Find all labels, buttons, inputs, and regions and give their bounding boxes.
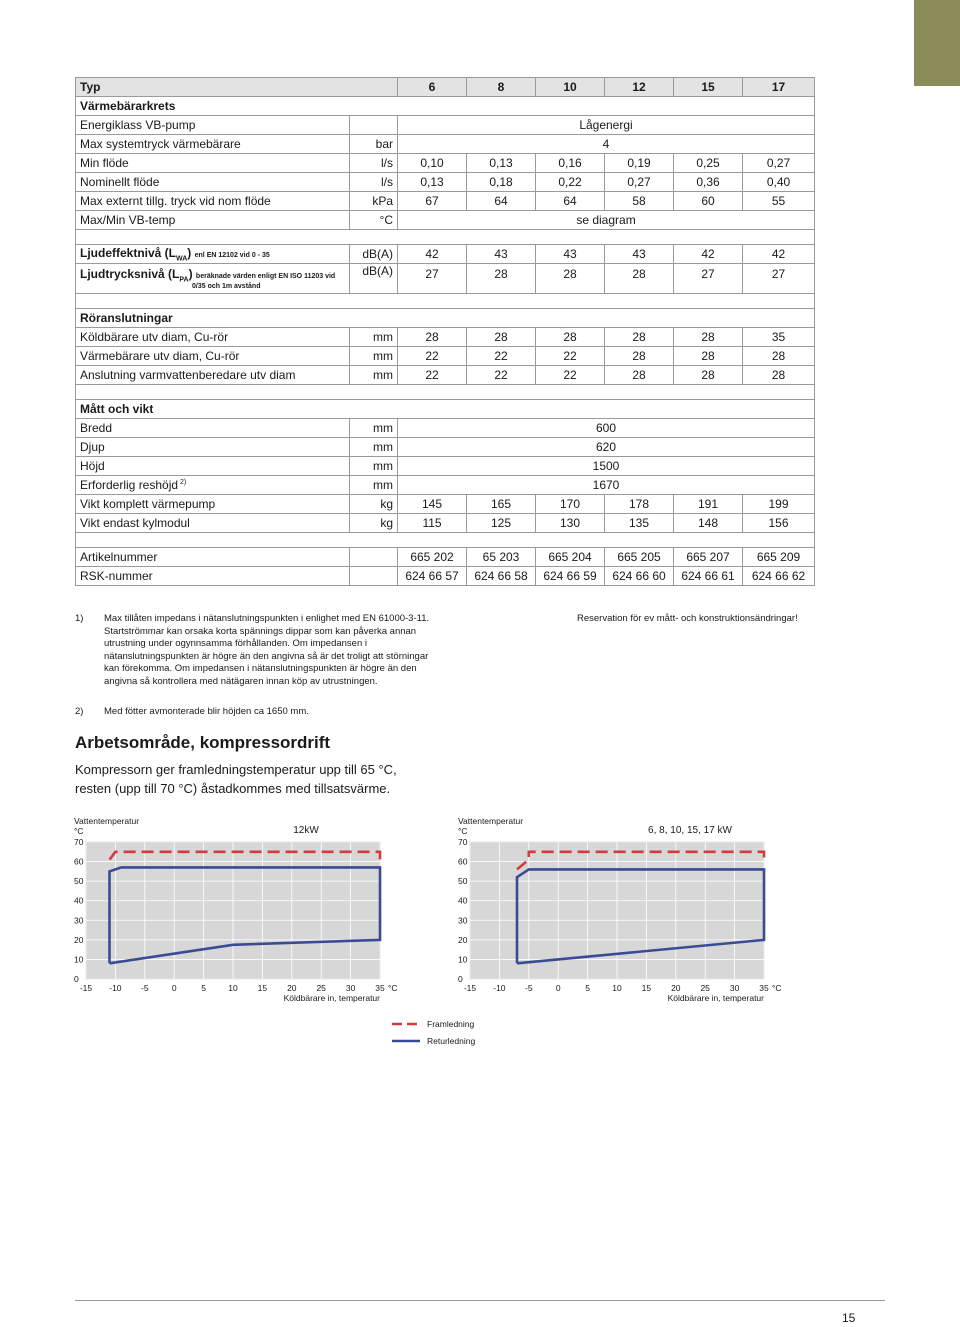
spacer-row — [76, 533, 815, 548]
section-header-row — [76, 97, 815, 116]
row-value: 624 66 62 — [743, 567, 815, 586]
y-axis-unit: °C — [74, 826, 84, 836]
row-value: 0,22 — [536, 173, 605, 192]
row-value: 624 66 59 — [536, 567, 605, 586]
x-tick-label: -10 — [493, 983, 506, 993]
spec-table — [75, 77, 815, 586]
header-type: 6 — [398, 78, 467, 97]
x-tick-label: 5 — [585, 983, 590, 993]
y-tick-label: 50 — [458, 876, 468, 887]
row-value: 58 — [605, 192, 674, 211]
y-tick-label: 70 — [74, 837, 84, 847]
row-value: 148 — [674, 514, 743, 533]
spacer-cell — [76, 533, 815, 548]
chart-6-17kw — [450, 812, 830, 1012]
row-unit — [350, 548, 398, 567]
chart-title: 12kW — [293, 825, 319, 836]
sound-label-suffix: ) — [187, 245, 195, 260]
row-value: 28 — [605, 264, 674, 294]
header-type: 12 — [605, 78, 674, 97]
row-value: 0,27 — [743, 154, 815, 173]
table-row — [76, 366, 815, 385]
row-value: 0,40 — [743, 173, 815, 192]
row-label: Köldbärare utv diam, Cu-rör — [76, 328, 350, 347]
y-tick-label: 10 — [74, 954, 84, 965]
x-tick-label: 25 — [316, 983, 326, 993]
row-value: 28 — [674, 347, 743, 366]
sound-label — [76, 245, 350, 264]
row-label: Artikelnummer — [76, 548, 350, 567]
row-value: 22 — [467, 366, 536, 385]
x-tick-label: -10 — [109, 983, 122, 993]
row-value: 22 — [398, 366, 467, 385]
row-value: 28 — [674, 328, 743, 347]
row-label: Värmebärare utv diam, Cu-rör — [76, 347, 350, 366]
x-axis-label: Köldbärare in, temperatur — [283, 993, 380, 1003]
spacer-cell — [76, 294, 815, 309]
table-row — [76, 173, 815, 192]
x-tick-label: 0 — [171, 983, 177, 993]
row-value-span: 1500 — [398, 457, 815, 476]
footnote-number: 2) — [75, 706, 84, 717]
row-value: 624 66 61 — [674, 567, 743, 586]
row-value-span: 620 — [398, 438, 815, 457]
footnote-text: Med fötter avmonterade blir höjden ca 1650 mm. — [104, 706, 309, 717]
row-value: 22 — [467, 347, 536, 366]
x-tick-label: 10 — [228, 983, 238, 993]
x-tick-label: 15 — [257, 983, 268, 993]
section-header-row — [76, 309, 815, 328]
row-value: 22 — [536, 366, 605, 385]
y-tick-label: 40 — [74, 895, 84, 906]
row-value: 115 — [398, 514, 467, 533]
row-label: Djup — [76, 438, 350, 457]
x-tick-label: -5 — [525, 983, 533, 993]
sound-label-text: Ljudeffektnivå (L — [80, 245, 177, 260]
row-value: 28 — [536, 328, 605, 347]
y-tick-label: 30 — [458, 915, 468, 926]
header-type: 10 — [536, 78, 605, 97]
row-value: 28 — [536, 264, 605, 294]
row-value-span: se diagram — [398, 211, 815, 230]
y-tick-label: 20 — [458, 934, 468, 945]
spacer-row — [76, 385, 815, 400]
row-value: 135 — [605, 514, 674, 533]
page-tab-accent — [914, 0, 960, 86]
sound-label-text: Ljudtrycksnivå (L — [80, 267, 180, 281]
row-unit: dB(A) — [350, 264, 398, 294]
row-value: 624 66 60 — [605, 567, 674, 586]
row-value: 28 — [398, 328, 467, 347]
sound-note-2: 0/35 och 1m avstånd — [192, 283, 261, 291]
spacer-row — [76, 230, 815, 245]
table-row — [76, 328, 815, 347]
row-value: 60 — [674, 192, 743, 211]
row-value: 43 — [605, 245, 674, 264]
row-value: 0,36 — [674, 173, 743, 192]
row-label: Nominellt flöde — [76, 173, 350, 192]
row-value: 665 205 — [605, 548, 674, 567]
row-value: 624 66 58 — [467, 567, 536, 586]
x-axis-unit: °C — [772, 983, 782, 993]
spacer-cell — [76, 230, 815, 245]
table-row — [76, 457, 815, 476]
y-tick-label: 40 — [458, 895, 468, 906]
row-value: 28 — [605, 366, 674, 385]
row-value: 170 — [536, 495, 605, 514]
chart-legend — [390, 1016, 590, 1056]
row-value: 0,27 — [605, 173, 674, 192]
row-value: 43 — [467, 245, 536, 264]
row-value: 145 — [398, 495, 467, 514]
row-unit: mm — [350, 419, 398, 438]
x-tick-label: 35 — [375, 983, 385, 993]
row-value: 28 — [674, 366, 743, 385]
x-tick-label: 20 — [287, 983, 297, 993]
table-row — [76, 495, 815, 514]
chart-12kw — [66, 812, 446, 1012]
row-label: Energiklass VB-pump — [76, 116, 350, 135]
row-value: 665 209 — [743, 548, 815, 567]
row-value: 27 — [674, 264, 743, 294]
row-value: 43 — [536, 245, 605, 264]
header-label: Typ — [76, 78, 398, 97]
section-title: Mått och vikt — [76, 400, 815, 419]
row-value: 178 — [605, 495, 674, 514]
row-value-span: 600 — [398, 419, 815, 438]
row-unit: kPa — [350, 192, 398, 211]
row-value: 42 — [743, 245, 815, 264]
y-tick-label: 20 — [74, 934, 84, 945]
table-row — [76, 567, 815, 586]
sound-row — [76, 245, 815, 264]
row-value: 27 — [743, 264, 815, 294]
row-value: 22 — [536, 347, 605, 366]
footnote-text: Max tillåten impedans i nätanslutningspunkten i enlighet med EN 61000-3-11. Startströmmar kan orsaka korta spännings dippar som kan påverka annan utrustning under ogynnsamma förhållanden. Om impedansen i nätanslutningspunkten är högre än den angivna så är det troligt att störningar kan förekomma. Om impedansen i nätanslutningspunkten är högre än den angivna så kontrollera med nätägaren innan köp av utrustningen. — [104, 613, 430, 687]
row-value: 27 — [398, 264, 467, 294]
row-value: 55 — [743, 192, 815, 211]
section-heading: Arbetsområde, kompressordrift — [75, 733, 331, 752]
row-label: Max/Min VB-temp — [76, 211, 350, 230]
header-type: 15 — [674, 78, 743, 97]
row-unit: kg — [350, 495, 398, 514]
section-header-row — [76, 400, 815, 419]
row-label: Vikt endast kylmodul — [76, 514, 350, 533]
row-value: 64 — [536, 192, 605, 211]
y-tick-label: 30 — [74, 915, 84, 926]
row-value: 28 — [605, 328, 674, 347]
row-value: 199 — [743, 495, 815, 514]
row-value: 125 — [467, 514, 536, 533]
row-value: 64 — [467, 192, 536, 211]
row-value: 0,25 — [674, 154, 743, 173]
table-row — [76, 211, 815, 230]
row-label: Anslutning varmvattenberedare utv diam — [76, 366, 350, 385]
row-unit: mm — [350, 476, 398, 495]
row-unit: mm — [350, 438, 398, 457]
row-value: 0,18 — [467, 173, 536, 192]
row-value: 65 203 — [467, 548, 536, 567]
y-tick-label: 60 — [74, 856, 84, 867]
row-value: 28 — [467, 264, 536, 294]
row-value-span: Lågenergi — [398, 116, 815, 135]
sound-row — [76, 264, 815, 294]
table-row — [76, 154, 815, 173]
row-value: 0,19 — [605, 154, 674, 173]
x-tick-label: -15 — [463, 983, 477, 993]
x-tick-label: 35 — [759, 983, 769, 993]
row-value: 67 — [398, 192, 467, 211]
row-label: Höjd — [76, 457, 350, 476]
x-tick-label: 20 — [671, 983, 681, 993]
row-label: Erforderlig reshöjd $^{2)}$ — [76, 476, 350, 495]
chart-title: 6, 8, 10, 15, 17 kW — [648, 825, 732, 836]
table-row — [76, 192, 815, 211]
y-tick-label: 0 — [74, 974, 79, 984]
row-unit: l/s — [350, 173, 398, 192]
x-tick-label: 10 — [612, 983, 622, 993]
x-tick-label: 30 — [729, 983, 740, 993]
row-label: Bredd — [76, 419, 350, 438]
x-tick-label: 5 — [201, 983, 206, 993]
row-value: 28 — [743, 347, 815, 366]
x-tick-label: 15 — [641, 983, 652, 993]
legend-label: Framledning — [427, 1019, 475, 1029]
sound-label — [76, 264, 350, 294]
row-value: 0,10 — [398, 154, 467, 173]
x-tick-label: 0 — [555, 983, 561, 993]
row-value: 22 — [398, 347, 467, 366]
footnote-number: 1) — [75, 613, 84, 624]
x-tick-label: -5 — [141, 983, 149, 993]
y-tick-label: 60 — [458, 856, 468, 867]
y-tick-label: 10 — [458, 954, 468, 965]
sound-label-sub: WA — [176, 255, 188, 263]
row-value: 156 — [743, 514, 815, 533]
footer-rule — [75, 1300, 885, 1301]
row-value: 42 — [674, 245, 743, 264]
row-value-span: 4 — [398, 135, 815, 154]
row-label: Max systemtryck värmebärare — [76, 135, 350, 154]
legend-label: Returledning — [427, 1036, 476, 1046]
x-axis-label: Köldbärare in, temperatur — [667, 993, 764, 1003]
sound-label-sub: PA — [179, 276, 189, 284]
row-unit: mm — [350, 328, 398, 347]
sound-note: beräknade värden enligt EN ISO 11203 vid — [195, 273, 336, 280]
row-value: 130 — [536, 514, 605, 533]
table-header-row — [76, 78, 815, 97]
table-row — [76, 548, 815, 567]
sound-note: enl EN 12102 vid 0 - 35 — [194, 251, 270, 259]
row-label: Min flöde — [76, 154, 350, 173]
x-tick-label: 25 — [700, 983, 710, 993]
y-axis-label: Vattentemperatur — [458, 816, 524, 826]
row-value: 665 204 — [536, 548, 605, 567]
x-tick-label: -15 — [79, 983, 93, 993]
row-unit: mm — [350, 457, 398, 476]
row-value: 28 — [467, 328, 536, 347]
row-value: 0,16 — [536, 154, 605, 173]
y-axis-label: Vattentemperatur — [74, 816, 140, 826]
row-unit: mm — [350, 366, 398, 385]
row-unit: l/s — [350, 154, 398, 173]
x-tick-label: 30 — [345, 983, 356, 993]
table-row — [76, 476, 815, 495]
x-axis-unit: °C — [388, 983, 398, 993]
sound-label-suffix: ) — [188, 267, 196, 281]
row-unit: kg — [350, 514, 398, 533]
section-title: Röranslutningar — [76, 309, 815, 328]
reservation-note: Reservation för ev mått- och konstruktionsändringar! — [577, 613, 798, 624]
row-value: 28 — [743, 366, 815, 385]
row-value: 191 — [674, 495, 743, 514]
row-label: RSK-nummer — [76, 567, 350, 586]
row-unit: dB(A) — [350, 245, 398, 264]
y-axis-unit: °C — [458, 826, 468, 836]
row-value: 42 — [398, 245, 467, 264]
table-row — [76, 135, 815, 154]
header-type: 17 — [743, 78, 815, 97]
row-label: Max externt tillg. tryck vid nom flöde — [76, 192, 350, 211]
table-row — [76, 116, 815, 135]
header-type: 8 — [467, 78, 536, 97]
page-number: 15 — [842, 1311, 856, 1325]
row-unit — [350, 567, 398, 586]
section-intro: Kompressorn ger framledningstemperatur upp till 65 °C, resten (upp till 70 °C) åstadkommes med tillsatsvärme. — [75, 762, 397, 796]
row-value-span: 1670 — [398, 476, 815, 495]
row-unit: bar — [350, 135, 398, 154]
row-value: 624 66 57 — [398, 567, 467, 586]
row-unit: °C — [350, 211, 398, 230]
row-value: 665 202 — [398, 548, 467, 567]
row-unit: mm — [350, 347, 398, 366]
row-value: 165 — [467, 495, 536, 514]
row-value: 665 207 — [674, 548, 743, 567]
footnote-ref: 2) — [178, 479, 187, 486]
section-title: Värmebärarkrets — [76, 97, 815, 116]
y-tick-label: 0 — [458, 974, 463, 984]
row-value: 28 — [605, 347, 674, 366]
row-unit — [350, 116, 398, 135]
row-label: Vikt komplett värmepump — [76, 495, 350, 514]
row-value: 0,13 — [398, 173, 467, 192]
row-value: 0,13 — [467, 154, 536, 173]
row-value: 35 — [743, 328, 815, 347]
table-row — [76, 347, 815, 366]
spacer-row — [76, 294, 815, 309]
table-row — [76, 514, 815, 533]
spacer-cell — [76, 385, 815, 400]
table-row — [76, 438, 815, 457]
y-tick-label: 70 — [458, 837, 468, 847]
y-tick-label: 50 — [74, 876, 84, 887]
table-row — [76, 419, 815, 438]
